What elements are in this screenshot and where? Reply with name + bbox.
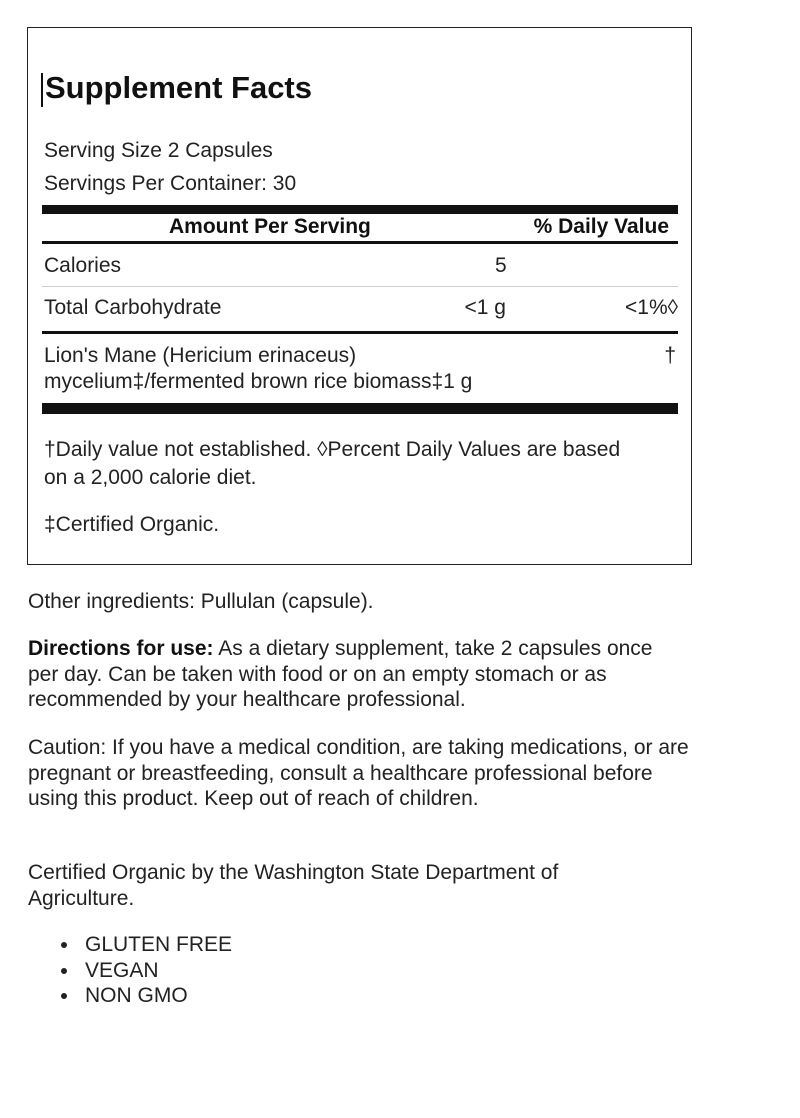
directions-paragraph [28, 636, 688, 713]
calories-label: Calories [44, 254, 122, 277]
directions-text: As a dietary supplement, take 2 capsules once per day. Can be taken with food or on an empty stomach or as recommended by your healthcare professional. [28, 637, 653, 711]
carbohydrate-daily-value: <1%◊ [625, 296, 678, 319]
thick-divider-bottom [42, 403, 678, 414]
list-item-label: GLUTEN FREE [85, 933, 233, 956]
footnote-line2: on a 2,000 calorie diet. [44, 466, 257, 489]
bullet-icon [61, 993, 67, 999]
list-item [28, 983, 232, 1009]
lions-mane-label-line1: Lion's Mane (Hericium erinaceus) [44, 344, 357, 367]
panel-title: Supplement Facts [45, 70, 312, 105]
list-item-label: NON GMO [85, 984, 188, 1007]
list-item [28, 958, 232, 984]
certification-paragraph: Certified Organic by the Washington State Department of Agriculture. [28, 861, 559, 910]
list-item [28, 932, 232, 958]
lions-mane-label-line2: mycelium‡/fermented brown rice biomass‡1 g [44, 370, 473, 393]
carbohydrate-label: Total Carbohydrate [44, 296, 222, 319]
bullet-icon [61, 942, 67, 948]
text-cursor [41, 73, 43, 107]
footnote-daily-value [44, 436, 620, 492]
servings-per-container: Servings Per Container: 30 [44, 172, 297, 195]
header-amount-per-serving: Amount Per Serving [169, 215, 371, 238]
section-divider [42, 331, 678, 334]
other-ingredients: Other ingredients: Pullulan (capsule). [28, 590, 374, 613]
bullet-icon [61, 968, 67, 974]
carbohydrate-amount: <1 g [464, 296, 506, 319]
header-divider [42, 241, 678, 244]
caution-paragraph: Caution: If you have a medical condition, are taking medications, or are pregnant or breastfeeding, consult a healthcare professional before using this product. Keep out of reach of children. [28, 736, 689, 810]
lions-mane-daily-value: † [664, 344, 676, 367]
row-divider [42, 286, 678, 287]
serving-size: Serving Size 2 Capsules [44, 139, 273, 162]
footnote-certified-organic: ‡Certified Organic. [44, 513, 220, 536]
directions-label: Directions for use: [28, 637, 214, 660]
attribute-list [28, 932, 232, 1009]
header-daily-value: % Daily Value [533, 215, 669, 238]
footnote-line1: †Daily value not established. ◊Percent Daily Values are based [44, 438, 621, 461]
list-item-label: VEGAN [85, 958, 159, 982]
calories-amount: 5 [495, 254, 507, 277]
thick-divider [42, 205, 678, 214]
